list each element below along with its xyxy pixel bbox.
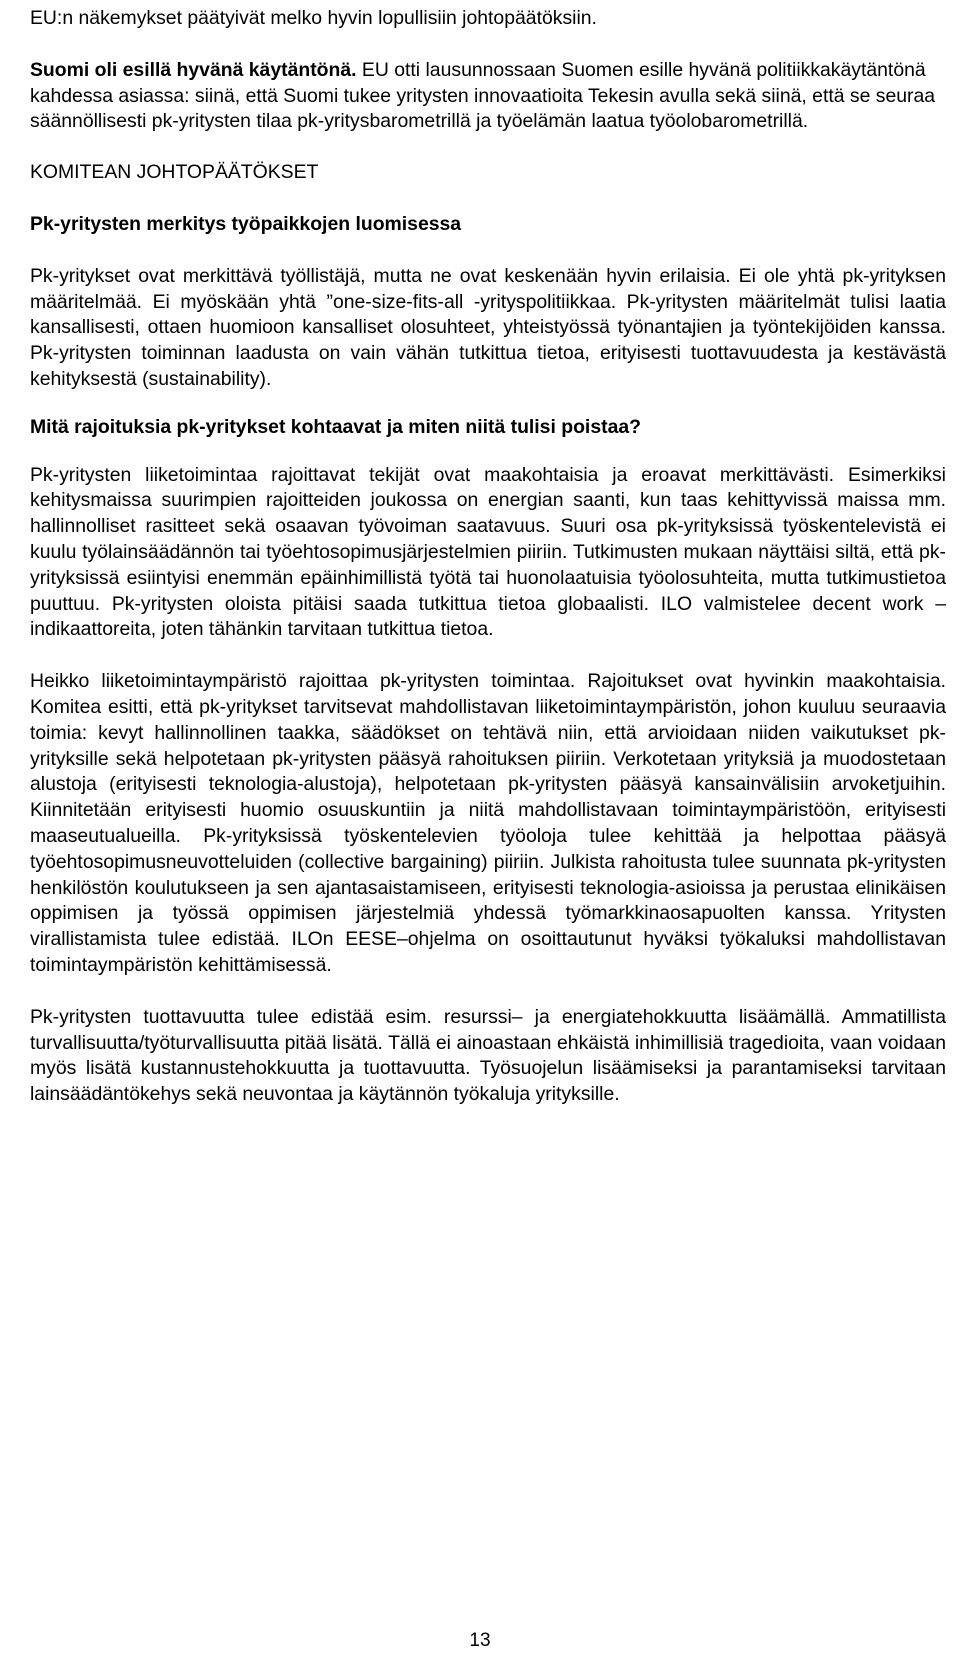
subheading-constraints xyxy=(30,415,946,441)
suomi-paragraph xyxy=(30,58,946,135)
page-number: 13 xyxy=(469,1630,491,1651)
subheading-constraints-text: Mitä rajoituksia pk-yritykset kohtaavat ja miten niitä tulisi poistaa? xyxy=(30,415,641,438)
intro-paragraph xyxy=(30,6,946,32)
intro-text: EU:n näkemykset päätyivät melko hyvin lopullisiin johtopäätöksiin. xyxy=(30,7,597,29)
subheading-job-creation xyxy=(30,212,946,238)
suomi-lead-text: Suomi oli esillä hyvänä käytäntönä. xyxy=(30,58,357,81)
paragraph-sme-definitions: Pk-yritykset ovat merkittävä työllistäjä, mutta ne ovat keskenään hyvin erilaisia. Ei ole yhtä pk-yrityksen määritelmää. Ei myöskään yhtä ”one-size-fits-all -yrityspolitiikkaa. Pk-yritysten määritelmät tulisi laatia kansallisesti, ottaen huomioon kansalliset olosuhteet, yhteistyössä työnantajien ja työntekijöiden kanssa. Pk-yritysten toiminnan laadusta on vain vähän tutkittua tietoa, erityisesti tuottavuudesta ja kestävästä kehityksestä (sustainability). xyxy=(30,264,946,390)
subheading-job-creation-text: Pk-yritysten merkitys työpaikkojen luomisessa xyxy=(30,212,462,235)
section-heading: KOMITEAN JOHTOPÄÄTÖKSET xyxy=(30,161,319,184)
suomi-body-text: EU otti lausunnossaan Suomen esille hyvänä politiikkakäytäntönä kahdessa asiassa: siinä, että Suomi tukee yritysten innovaatioita Tekesin avulla sekä siinä, että se seuraa säännöllisesti pk-yritysten tilaa pk-yritysbarometrillä ja työelämän laatua työolobarometrillä. xyxy=(30,58,936,133)
paragraph-productivity: Pk-yritysten tuottavuutta tulee edistää esim. resurssi– ja energiatehokkuutta lisäämällä. Ammatillista turvallisuutta/työturvallisuutta pitää lisätä. Tällä ei ainoastaan ehkäistä inhimillisiä tragedioita, vaan voidaan myös lisätä kustannustehokkuutta ja tuottavuutta. Työsuojelun lisäämiseksi ja parantamiseksi tarvitaan lainsäädäntökehys sekä neuvontaa ja käytännön työkaluja yrityksille. xyxy=(30,1005,946,1106)
paragraph-constraints: Pk-yritysten liiketoimintaa rajoittavat tekijät ovat maakohtaisia ja eroavat merkittävästi. Esimerkiksi kehitysmaissa suurimpien rajoitteiden joukossa on energian saanti, kun taas kehittyvissä maissa mm. hallinnolliset rasitteet sekä osaavan työvoiman saatavuus. Suuri osa pk-yrityksissä työskentelevistä ei kuulu työlainsäädännön tai työehtosopimusjärjestelmien piiriin. Tutkimusten mukaan näyttäisi siltä, että pk-yrityksissä esiintyisi enemmän epäinhimillistä työtä tai huonolaatuisia työolosuhteita, mutta tutkimustietoa puuttuu. Pk-yritysten oloista pitäisi saada tutkittua tietoa globaalisti. ILO valmistelee decent work –indikaattoreita, joten tähänkin tarvitaan tutkittua tietoa. xyxy=(30,463,946,641)
paragraph-business-environment: Heikko liiketoimintaympäristö rajoittaa pk-yritysten toimintaa. Rajoitukset ovat hyvinkin maakohtaisia. Komitea esitti, että pk-yritykset tarvitsevat mahdollistavan liiketoimintaympäristön, johon kuuluu seuraavia toimia: kevyt hallinnollinen taakka, säädökset on tehtävä niin, että arvioidaan niiden vaikutukset pk-yrityksille sekä helpotetaan pk-yritysten pääsyä rahoituksen piiriin. Verkotetaan yrityksiä ja muodostetaan alustoja (erityisesti teknologia-alustoja), helpotetaan pk-yritysten pääsyä kansainvälisiin arvoketjuihin. Kiinnitetään erityisesti huomio osuuskuntiin ja niitä mahdollistavaan toimintaympäristöön, erityisesti maaseutualueilla. Pk-yrityksissä työskentelevien työoloja tulee kehittää ja helpottaa pääsyä työehtosopimusneuvotteluiden (collective bargaining) piiriin. Julkista rahoitusta tulee suunnata pk-yritysten henkilöstön koulutukseen ja sen ajantasaistamiseen, erityisesti teknologia-asioissa ja perustaa elinikäisen oppimisen ja työssä oppimisen järjestelmiä yhdessä työmarkkinaosapuolten kanssa. Yritysten virallistamista tulee edistää. ILOn EESE–ohjelma on osoittautunut hyväksi työkaluksi mahdollistavan toimintaympäristön kehittämisessä. xyxy=(30,670,946,976)
